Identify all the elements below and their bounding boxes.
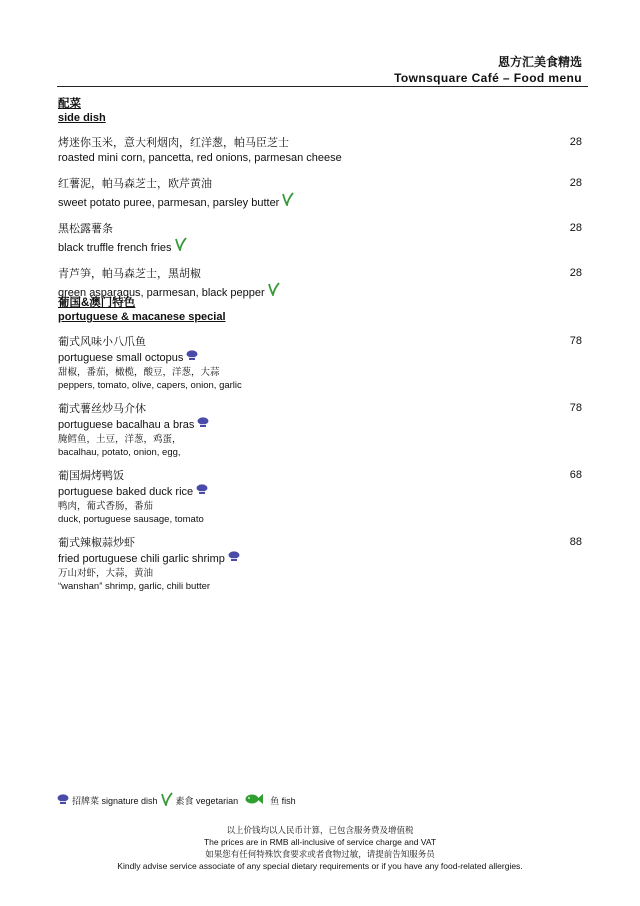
- vegetarian-icon: [161, 792, 173, 808]
- item-desc-en: duck, portuguese sausage, tomato: [58, 514, 204, 525]
- section-title-en: side dish: [58, 112, 106, 124]
- note-allergy-en: Kindly advise service associate of any special dietary requirements or if you have any food-related allergies.: [117, 861, 523, 871]
- item-name-en: black truffle french fries: [58, 242, 172, 254]
- fish-icon: [245, 793, 263, 807]
- item-name-cn: 黑松露薯条: [58, 223, 113, 235]
- item-name-en: portuguese baked duck rice: [58, 486, 194, 498]
- item-price: 28: [569, 177, 582, 189]
- signature-icon: [57, 794, 69, 807]
- note-price-cn: 以上价钱均以人民币计算，已包含服务费及增值税: [226, 825, 414, 835]
- legend-vegetarian-label: 素食 vegetarian: [175, 795, 239, 806]
- menu-item: [58, 402, 582, 459]
- item-price: 28: [569, 267, 582, 279]
- item-desc-en: peppers, tomato, olive, capers, onion, garlic: [58, 380, 242, 391]
- signature-icon: [228, 551, 240, 567]
- item-price: 88: [569, 536, 582, 548]
- item-name-cn: 葡国焗烤鸭饭: [58, 470, 124, 482]
- item-desc-en: bacalhau, potato, onion, egg,: [58, 447, 181, 458]
- vegetarian-icon: [282, 192, 294, 211]
- note-allergy-cn: 如果您有任何特殊饮食要求或者食物过敏，请提前告知服务员: [205, 849, 435, 859]
- section-side-dish: [58, 97, 582, 301]
- item-name-cn: 烤迷你玉米，意大利烟肉，红洋葱，帕马臣芝士: [58, 137, 289, 149]
- item-desc-cn: 甜椒，番茄，橄榄，酸豆，洋葱，大蒜: [58, 367, 220, 378]
- item-desc-cn: 鸭肉，葡式香肠，番茄: [58, 501, 154, 512]
- menu-item: [58, 136, 582, 166]
- item-price: 78: [569, 402, 582, 414]
- section-title-cn: 葡国&澳门特色: [58, 297, 136, 309]
- menu-header: [394, 54, 582, 86]
- item-price: 28: [569, 136, 582, 148]
- legend-signature-label: 招牌菜 signature dish: [72, 795, 158, 806]
- item-name-en: green asparagus, parmesan, black pepper: [58, 287, 265, 299]
- menu-title-en: Townsquare Café – Food menu: [394, 71, 582, 85]
- header-divider: [57, 86, 588, 87]
- item-name-en: roasted mini corn, pancetta, red onions, parmesan cheese: [58, 152, 342, 164]
- signature-icon: [197, 417, 209, 433]
- item-name-en: fried portuguese chili garlic shrimp: [58, 553, 225, 565]
- icon-legend: [57, 792, 299, 808]
- note-price-en: The prices are in RMB all-inclusive of service charge and VAT: [203, 837, 437, 847]
- item-price: 68: [569, 469, 582, 481]
- item-name-cn: 青芦笋，帕马森芝士，黑胡椒: [58, 268, 201, 280]
- item-name-cn: 红薯泥，帕马森芝士，欧芹黄油: [58, 178, 212, 190]
- section-portuguese-macanese: [58, 296, 582, 593]
- item-name-en: sweet potato puree, parmesan, parsley butter: [58, 197, 280, 209]
- price-notes: [0, 824, 640, 872]
- item-desc-en: “wanshan” shrimp, garlic, chili butter: [58, 581, 211, 592]
- menu-item: [58, 177, 582, 211]
- item-name-cn: 葡式辣椒蒜炒虾: [58, 537, 135, 549]
- vegetarian-icon: [175, 237, 187, 256]
- section-title-cn: 配菜: [58, 98, 81, 110]
- menu-title-cn: 恩方汇美食精选: [497, 55, 582, 69]
- menu-item: [58, 335, 582, 392]
- signature-icon: [186, 350, 198, 366]
- menu-item: [58, 222, 582, 256]
- menu-item: [58, 536, 582, 593]
- item-desc-cn: 万山对虾，大蒜，黄油: [58, 568, 154, 579]
- item-price: 28: [569, 222, 582, 234]
- item-name-en: portuguese small octopus: [58, 352, 184, 364]
- signature-icon: [196, 484, 208, 500]
- item-name-cn: 葡式薯丝炒马介休: [58, 403, 146, 415]
- legend-fish-label: 鱼 fish: [270, 795, 296, 806]
- item-name-en: portuguese bacalhau a bras: [58, 419, 195, 431]
- item-desc-cn: 腌鳕鱼，土豆，洋葱，鸡蛋，: [58, 434, 182, 445]
- item-name-cn: 葡式风味小八爪鱼: [58, 336, 146, 348]
- menu-item: [58, 469, 582, 526]
- section-title-en: portuguese & macanese special: [58, 311, 226, 323]
- item-price: 78: [569, 335, 582, 347]
